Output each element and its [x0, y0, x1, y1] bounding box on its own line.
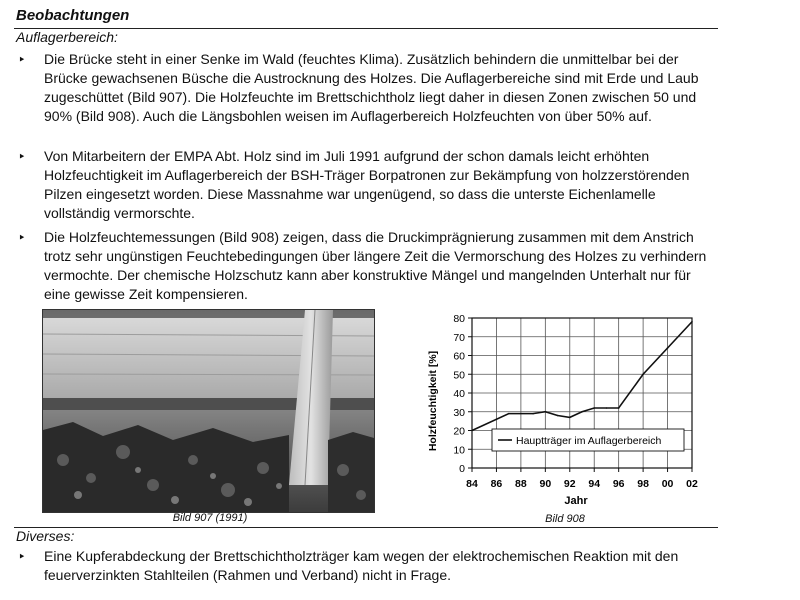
page-heading: Beobachtungen	[16, 7, 130, 24]
section-heading-diverses: Diverses:	[16, 528, 75, 544]
moisture-line-chart	[420, 306, 720, 512]
bullet-arrow-icon: ‣	[18, 230, 26, 245]
series-point	[606, 407, 608, 409]
bullet-paragraph-4	[14, 547, 718, 585]
series-point	[508, 413, 510, 415]
chart-caption: Bild 908	[545, 513, 585, 525]
x-tick-label: 88	[515, 478, 527, 490]
bullet-arrow-icon: ‣	[18, 52, 26, 67]
legend-label: Hauptträger im Auflagerbereich	[516, 435, 662, 447]
series-point	[545, 411, 547, 413]
series-point	[691, 321, 693, 323]
series-line	[472, 322, 692, 431]
series-point	[618, 407, 620, 409]
x-tick-label: 90	[539, 478, 552, 490]
x-tick-label: 96	[612, 478, 625, 490]
bullet-arrow-icon: ‣	[18, 549, 26, 564]
series-point	[593, 407, 595, 409]
series-point	[569, 417, 571, 419]
series-point	[581, 411, 583, 413]
chart-legend	[492, 429, 684, 451]
heading-rule	[14, 28, 718, 29]
paragraph-text: Eine Kupferabdeckung der Brettschichtholzträger kam wegen der elektrochemischen Reaktion mit den feuerverzinkten Stahlteilen (Rahmen und Verband) nicht in Frage.	[44, 548, 679, 583]
paragraph-text: Von Mitarbeitern der EMPA Abt. Holz sind im Juli 1991 aufgrund der schon damals leicht erhöhten Holzfeuchtigkeit im Auflagerbereich der BSH-Träger Borpatronen zur Bekämpfung von holzzerstörenden Pilzen eingesetzt worden. Diese Massnahme war ungenügend, so dass die unterste Eichenlamelle vollständig vermorschte.	[44, 148, 690, 221]
x-tick-label: 94	[588, 478, 601, 490]
section-rule	[14, 527, 718, 528]
y-tick-label: 60	[453, 350, 465, 363]
x-tick-label: 86	[490, 478, 503, 490]
series-point	[532, 413, 534, 415]
series-point	[471, 430, 473, 432]
x-tick-label: 98	[637, 478, 649, 490]
bullet-paragraph-2	[14, 147, 718, 223]
photo-caption: Bild 907 (1991)	[172, 512, 248, 524]
y-tick-label: 0	[459, 463, 465, 475]
y-axis-label: Holzfeuchtigkeit [%]	[427, 350, 439, 452]
section-heading-auflagerbereich: Auflagerbereich:	[16, 29, 118, 45]
y-tick-label: 30	[453, 406, 465, 419]
x-tick-label: 02	[686, 478, 698, 490]
series-point	[557, 415, 559, 417]
y-tick-label: 50	[453, 369, 465, 382]
chart-series	[471, 321, 693, 431]
y-tick-label: 80	[453, 313, 465, 325]
paragraph-text: Die Holzfeuchtemessungen (Bild 908) zeigen, dass die Druckimprägnierung zusammen mit dem Anstrich trotz sehr ungünstigen Feuchtebedingungen über längere Zeit die Vermorschung des Holzes zu verhindern vermochte. Der chemische Holzschutz kann aber konstruktive Mängel und mangelnden Unterhalt nur für eine gewisse Zeit kompensieren.	[44, 229, 707, 302]
paragraph-text: Die Brücke steht in einer Senke im Wald (feuchtes Klima). Zusätzlich behindern die unmittelbar bei der Brücke gewachsenen Büsche die Austrocknung des Holzes. Die Auflagerbereiche sind mit Erde und Laub zugeschüttet (Bild 907). Die Holzfeuchte im Brettschichtholz liegt daher in diesen Zonen zwischen 50 und 90% (Bild 908). Auch die Längsbohlen weisen im Auflagerbereich Holzfeuchten von über 50% auf.	[44, 51, 699, 124]
bullet-paragraph-3	[14, 228, 718, 304]
y-tick-label: 20	[453, 425, 465, 438]
y-tick-label: 10	[453, 444, 465, 457]
bullet-arrow-icon: ‣	[18, 149, 26, 164]
x-axis-label: Jahr	[564, 495, 588, 507]
x-tick-label: 84	[466, 478, 478, 490]
series-point	[667, 347, 669, 349]
y-tick-label: 40	[453, 388, 465, 400]
bullet-paragraph-1	[14, 50, 718, 126]
x-tick-label: 00	[661, 478, 674, 490]
bridge-support-photo	[42, 309, 375, 513]
x-tick-label: 92	[563, 478, 576, 490]
y-tick-label: 70	[453, 331, 465, 344]
series-point	[642, 373, 644, 375]
chart-ticks	[453, 313, 698, 490]
